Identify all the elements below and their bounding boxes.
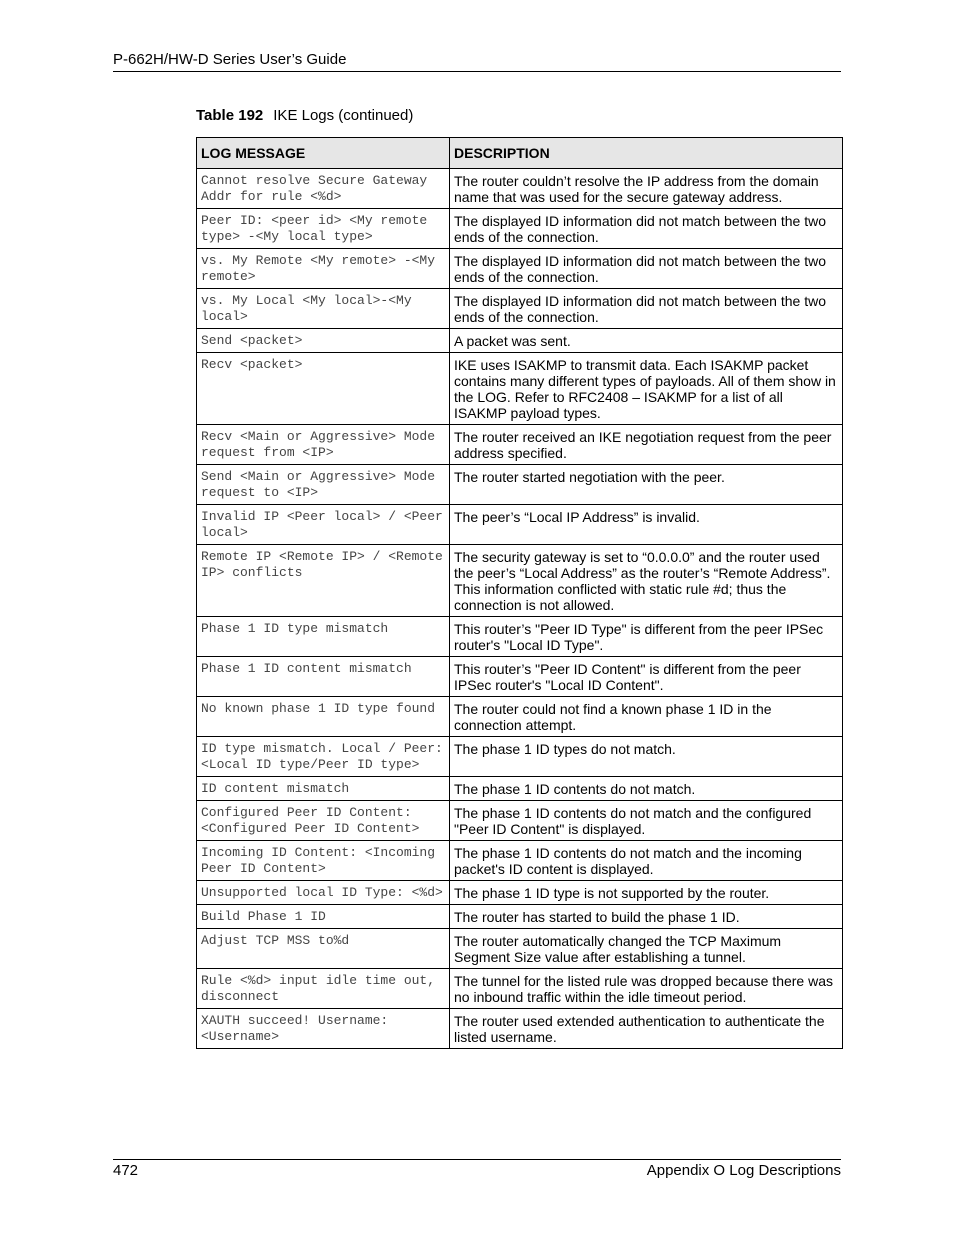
description-cell: The displayed ID information did not match between the two ends of the connection. bbox=[450, 209, 843, 249]
log-message-cell: Remote IP <Remote IP> / <Remote IP> conflicts bbox=[197, 545, 450, 617]
log-message-cell: ID content mismatch bbox=[197, 777, 450, 801]
log-message-cell: Recv <Main or Aggressive> Mode request from <IP> bbox=[197, 425, 450, 465]
description-cell: This router’s "Peer ID Type" is different from the peer IPSec router's "Local ID Type". bbox=[450, 617, 843, 657]
description-cell: A packet was sent. bbox=[450, 329, 843, 353]
description-cell: The router has started to build the phase 1 ID. bbox=[450, 905, 843, 929]
table-title: IKE Logs (continued) bbox=[273, 107, 414, 124]
log-message-cell: Send <Main or Aggressive> Mode request to <IP> bbox=[197, 465, 450, 505]
table-row bbox=[197, 209, 843, 249]
header-divider bbox=[113, 71, 841, 72]
table-row bbox=[197, 329, 843, 353]
footer-divider bbox=[113, 1159, 841, 1160]
ike-logs-table bbox=[196, 137, 843, 1049]
table-row bbox=[197, 353, 843, 425]
description-cell: The phase 1 ID contents do not match and the configured "Peer ID Content" is displayed. bbox=[450, 801, 843, 841]
table-row bbox=[197, 289, 843, 329]
description-cell: The router received an IKE negotiation request from the peer address specified. bbox=[450, 425, 843, 465]
table-row bbox=[197, 737, 843, 777]
table-row bbox=[197, 425, 843, 465]
description-cell: The router used extended authentication to authenticate the listed username. bbox=[450, 1009, 843, 1049]
table-row bbox=[197, 169, 843, 209]
footer-section-title: Appendix O Log Descriptions bbox=[646, 1162, 841, 1179]
table-row bbox=[197, 801, 843, 841]
description-cell: The router started negotiation with the peer. bbox=[450, 465, 843, 505]
log-message-cell: ID type mismatch. Local / Peer: <Local ID type/Peer ID type> bbox=[197, 737, 450, 777]
description-cell: The phase 1 ID type is not supported by the router. bbox=[450, 881, 843, 905]
page-number: 472 bbox=[113, 1162, 139, 1179]
log-message-cell: vs. My Local <My local>-<My local> bbox=[197, 289, 450, 329]
description-cell: The phase 1 ID types do not match. bbox=[450, 737, 843, 777]
table-row bbox=[197, 465, 843, 505]
log-message-cell: XAUTH succeed! Username: <Username> bbox=[197, 1009, 450, 1049]
description-cell: The phase 1 ID contents do not match. bbox=[450, 777, 843, 801]
log-message-cell: Phase 1 ID type mismatch bbox=[197, 617, 450, 657]
description-cell: IKE uses ISAKMP to transmit data. Each ISAKMP packet contains many different types of payloads. All of them show in the LOG. Refer to RFC2408 – ISAKMP for a list of all ISAKMP payload types. bbox=[450, 353, 843, 425]
log-message-cell: Cannot resolve Secure Gateway Addr for rule <%d> bbox=[197, 169, 450, 209]
table-row bbox=[197, 697, 843, 737]
table-row bbox=[197, 617, 843, 657]
description-cell: The tunnel for the listed rule was dropped because there was no inbound traffic within the idle timeout period. bbox=[450, 969, 843, 1009]
table-row bbox=[197, 545, 843, 617]
log-message-cell: Build Phase 1 ID bbox=[197, 905, 450, 929]
column-header-description: DESCRIPTION bbox=[450, 138, 843, 169]
log-message-cell: Incoming ID Content: <Incoming Peer ID Content> bbox=[197, 841, 450, 881]
table-number: Table 192 bbox=[196, 107, 264, 124]
table-row bbox=[197, 905, 843, 929]
log-message-cell: Adjust TCP MSS to%d bbox=[197, 929, 450, 969]
log-message-cell: Invalid IP <Peer local> / <Peer local> bbox=[197, 505, 450, 545]
description-cell: The router could not find a known phase 1 ID in the connection attempt. bbox=[450, 697, 843, 737]
description-cell: The phase 1 ID contents do not match and the incoming packet's ID content is displayed. bbox=[450, 841, 843, 881]
table-row bbox=[197, 1009, 843, 1049]
description-cell: The peer’s “Local IP Address” is invalid. bbox=[450, 505, 843, 545]
table-row bbox=[197, 249, 843, 289]
log-message-cell: Unsupported local ID Type: <%d> bbox=[197, 881, 450, 905]
description-cell: The displayed ID information did not match between the two ends of the connection. bbox=[450, 249, 843, 289]
log-message-cell: vs. My Remote <My remote> -<My remote> bbox=[197, 249, 450, 289]
log-message-cell: Peer ID: <peer id> <My remote type> -<My local type> bbox=[197, 209, 450, 249]
log-message-cell: Configured Peer ID Content: <Configured Peer ID Content> bbox=[197, 801, 450, 841]
table-row bbox=[197, 969, 843, 1009]
table-row bbox=[197, 657, 843, 697]
description-cell: This router’s "Peer ID Content" is different from the peer IPSec router's "Local ID Content". bbox=[450, 657, 843, 697]
log-message-cell: Phase 1 ID content mismatch bbox=[197, 657, 450, 697]
log-message-cell: Send <packet> bbox=[197, 329, 450, 353]
description-cell: The router couldn’t resolve the IP address from the domain name that was used for the secure gateway address. bbox=[450, 169, 843, 209]
table-header-row bbox=[197, 138, 843, 169]
description-cell: The security gateway is set to “0.0.0.0” and the router used the peer’s “Local Address” as the router’s “Remote Address”. This information conflicted with static rule #d; thus the connection is not allowed. bbox=[450, 545, 843, 617]
table-row bbox=[197, 505, 843, 545]
table-row bbox=[197, 929, 843, 969]
column-header-log-message: LOG MESSAGE bbox=[197, 138, 450, 169]
table-row bbox=[197, 881, 843, 905]
table-caption bbox=[196, 107, 413, 124]
description-cell: The router automatically changed the TCP Maximum Segment Size value after establishing a tunnel. bbox=[450, 929, 843, 969]
log-message-cell: Recv <packet> bbox=[197, 353, 450, 425]
log-message-cell: No known phase 1 ID type found bbox=[197, 697, 450, 737]
table-row bbox=[197, 841, 843, 881]
description-cell: The displayed ID information did not match between the two ends of the connection. bbox=[450, 289, 843, 329]
page-header-title: P-662H/HW-D Series User’s Guide bbox=[113, 51, 347, 68]
table-row bbox=[197, 777, 843, 801]
log-message-cell: Rule <%d> input idle time out, disconnect bbox=[197, 969, 450, 1009]
